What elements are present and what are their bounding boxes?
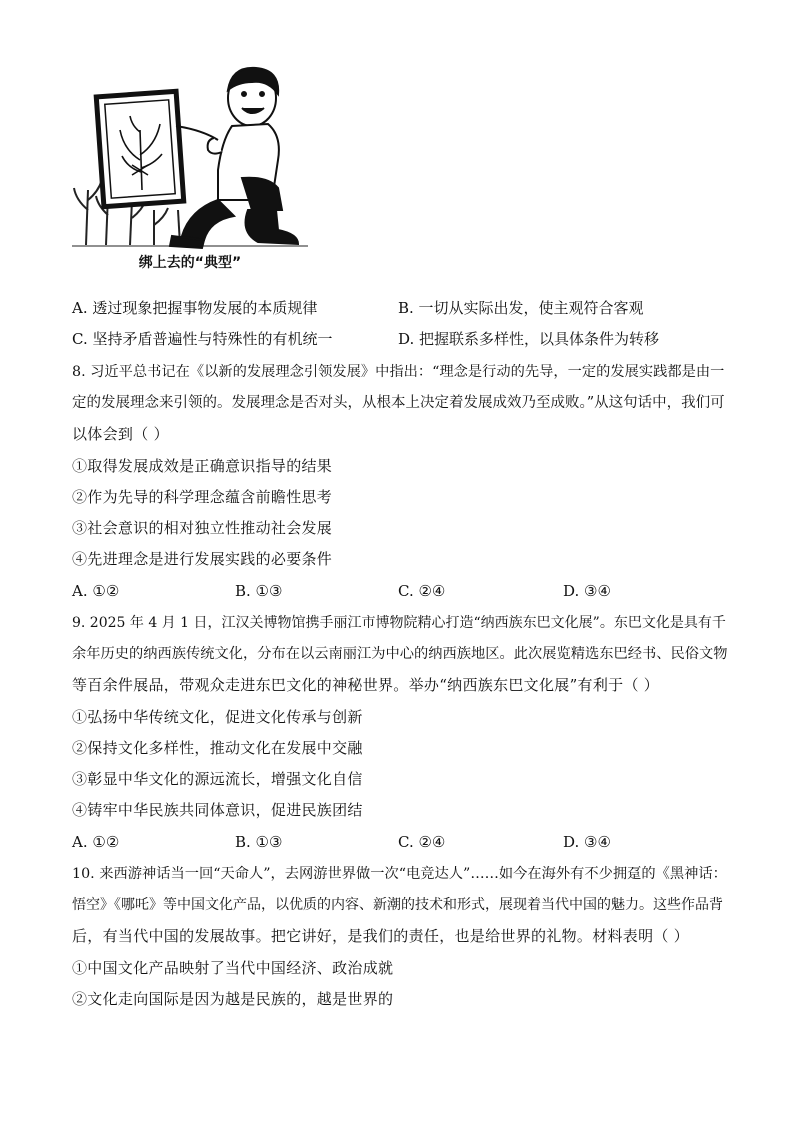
- q10-item-1: ①中国文化产品映射了当代中国经济、政治成就: [72, 959, 394, 977]
- framed-rice-plant-icon: [96, 91, 183, 206]
- q7-option-d: D. 把握联系多样性，以具体条件为转移: [398, 330, 660, 348]
- q9-option-b: B. ①③: [235, 833, 283, 851]
- q9-item-2: ②保持文化多样性，推动文化在发展中交融: [72, 739, 363, 757]
- q8-option-d: D. ③④: [563, 582, 611, 600]
- q7-option-b: B. 一切从实际出发，使主观符合客观: [398, 299, 644, 317]
- q9-option-d: D. ③④: [563, 833, 611, 851]
- q7-option-a: A. 透过现象把握事物发展的本质规律: [72, 299, 318, 317]
- q7-option-c: C. 坚持矛盾普遍性与特殊性的有机统一: [72, 330, 333, 348]
- q8-item-2: ②作为先导的科学理念蕴含前瞻性思考: [72, 488, 333, 506]
- q8-stem-line-1: 8. 习近平总书记在《以新的发展理念引领发展》中指出：“理念是行动的先导，一定的发展实践都是由一: [72, 364, 725, 380]
- q8-item-4: ④先进理念是进行发展实践的必要条件: [72, 550, 333, 568]
- q9-item-3: ③彰显中华文化的源远流长，增强文化自信: [72, 770, 363, 788]
- q9-item-1: ①弘扬中华传统文化，促进文化传承与创新: [72, 708, 363, 726]
- q8-item-1: ①取得发展成效是正确意识指导的结果: [72, 457, 333, 475]
- q8-option-c: C. ②④: [398, 582, 446, 600]
- kneeling-man: [170, 68, 298, 248]
- q8-stem-line-2: 定的发展理念来引领的。发展理念是否对头，从根本上决定着发展成效乃至成败。”从这句话中，我们可: [72, 395, 725, 411]
- q10-item-2: ②文化走向国际是因为越是民族的，越是世界的: [72, 990, 394, 1008]
- q10-stem-line-3: 后，有当代中国的发展故事。把它讲好，是我们的责任，也是给世界的礼物。材料表明（ ）: [72, 927, 690, 945]
- q9-stem-line-2: 余年历史的纳西族传统文化，分布在以云南丽江为中心的纳西族地区。此次展览精选东巴经书、民俗文物: [72, 646, 728, 662]
- q9-option-c: C. ②④: [398, 833, 446, 851]
- q10-stem-line-1: 10. 来西游神话当一回“天命人”，去网游世界做一次“电竞达人”……如今在海外有不少拥趸的《黑神话：: [72, 866, 727, 882]
- q8-item-3: ③社会意识的相对独立性推动社会发展: [72, 519, 333, 537]
- q9-stem-line-1: 9. 2025 年 4 月 1 日，江汉关博物馆携手丽江市博物院精心打造“纳西族东巴文化展”。东巴文化是具有千: [72, 615, 726, 631]
- q8-option-a: A. ①②: [72, 582, 120, 600]
- q9-stem-line-3: 等百余件展品，带观众走进东巴文化的神秘世界。举办“纳西族东巴文化展”有利于（ ）: [72, 676, 660, 694]
- q10-stem-line-2: 悟空》《哪吒》等中国文化产品，以优质的内容、新潮的技术和形式，展现着当代中国的魅力。这些作品背: [72, 897, 723, 913]
- q9-option-a: A. ①②: [72, 833, 120, 851]
- figure-caption: 绑上去的“典型”: [138, 255, 242, 271]
- cartoon-man-icon: [72, 60, 308, 250]
- q8-stem-line-3: 以体会到（ ）: [72, 425, 169, 443]
- q8-option-b: B. ①③: [235, 582, 283, 600]
- cartoon-figure: [72, 60, 308, 270]
- q9-item-4: ④铸牢中华民族共同体意识，促进民族团结: [72, 801, 363, 819]
